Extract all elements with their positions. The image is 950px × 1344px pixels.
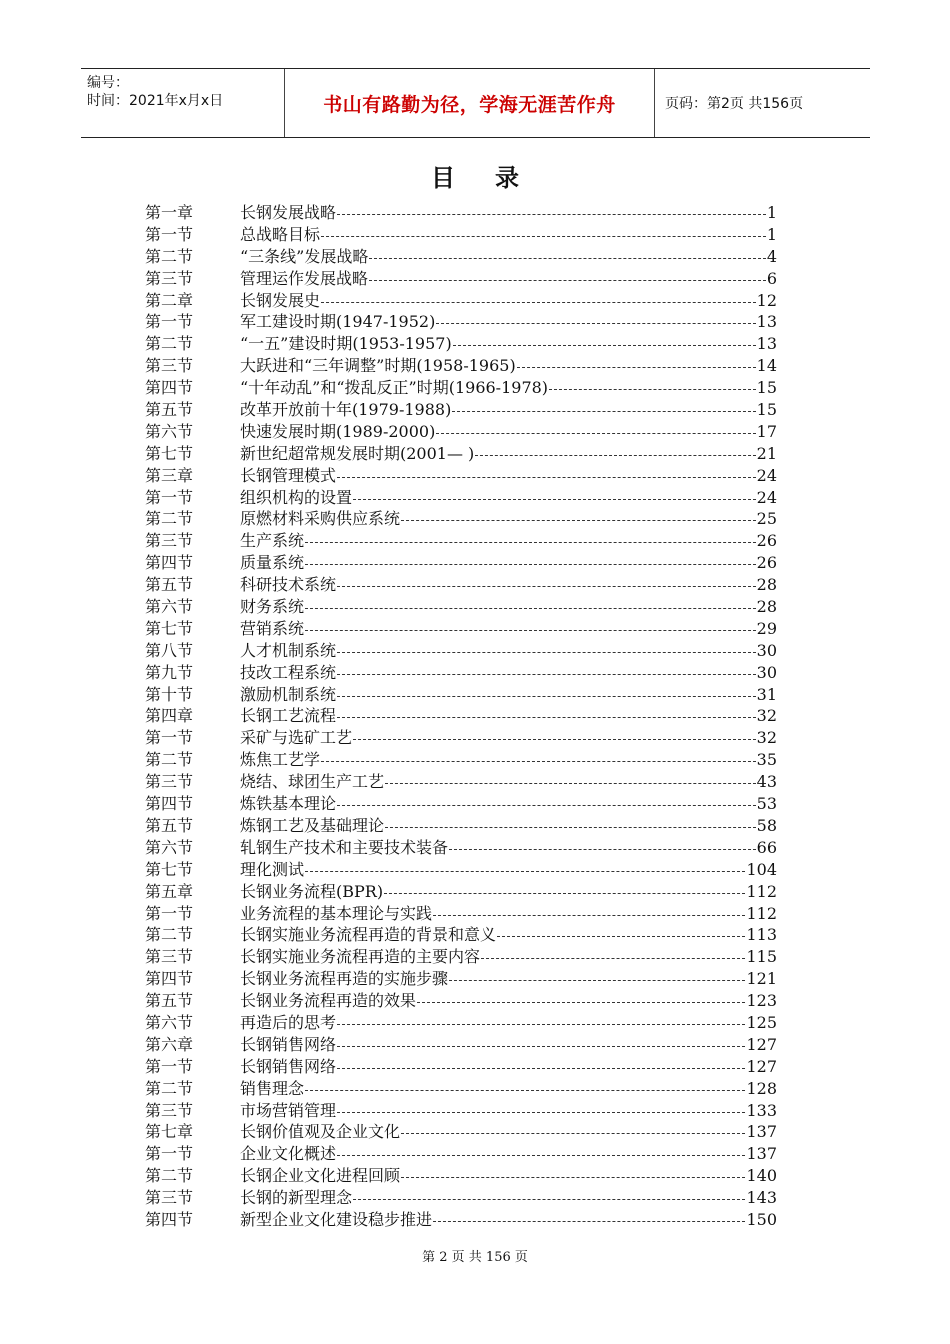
toc-leader-line: [433, 903, 745, 925]
toc-entry-body: [240, 508, 777, 530]
toc-entry-title: 人才机制系统: [240, 640, 337, 660]
toc-entry[interactable]: [145, 903, 777, 925]
toc-leader-line: [337, 1034, 745, 1056]
toc-entry-title: 炼焦工艺学: [240, 750, 321, 770]
toc-entry-page: 30: [756, 640, 777, 660]
toc-leader-line: [337, 1143, 745, 1165]
toc-leader-line: [337, 684, 756, 706]
toc-leader-line: [305, 552, 756, 574]
toc-entry-label: 第六节: [145, 837, 194, 857]
toc-entry-body: [240, 990, 777, 1012]
toc-entry-title: 长钢实施业务流程再造的主要内容: [240, 947, 481, 967]
toc-entry-label: 第四节: [145, 794, 194, 814]
toc-entry-title: 再造后的思考: [240, 1012, 337, 1032]
toc-entry-label: 第六节: [145, 421, 194, 441]
toc-entry-label: 第二节: [145, 334, 194, 354]
toc-entry-title: “十年动乱”和“拨乱反正”时期(1966-1978): [240, 378, 549, 398]
toc-entry-page: 123: [746, 991, 777, 1011]
table-of-contents: [145, 202, 777, 1231]
toc-entry-body: [240, 705, 777, 727]
toc-entry-label: 第六节: [145, 1012, 194, 1032]
toc-entry-body: [240, 903, 777, 925]
toc-entry-body: [240, 727, 777, 749]
toc-leader-line: [321, 749, 756, 771]
toc-entry[interactable]: [145, 246, 777, 268]
toc-entry-title: 军工建设时期(1947-1952): [240, 312, 436, 332]
toc-entry[interactable]: [145, 487, 777, 509]
toc-leader-line: [385, 771, 756, 793]
toc-entry-page: 58: [756, 815, 777, 835]
toc-entry[interactable]: [145, 771, 777, 793]
toc-entry-body: [240, 596, 777, 618]
toc-entry-body: [240, 333, 777, 355]
toc-entry-page: 150: [746, 1209, 777, 1229]
toc-leader-line: [549, 377, 756, 399]
toc-leader-line: [369, 268, 766, 290]
toc-entry-page: 21: [756, 443, 777, 463]
toc-entry[interactable]: [145, 574, 777, 596]
toc-entry-body: [240, 1165, 777, 1187]
toc-entry-label: 第二章: [145, 290, 194, 310]
toc-entry-body: [240, 224, 777, 246]
toc-entry-body: [240, 859, 777, 881]
toc-entry-title: 技改工程系统: [240, 662, 337, 682]
toc-entry-title: 长钢价值观及企业文化: [240, 1122, 401, 1142]
toc-entry-page: 24: [756, 465, 777, 485]
toc-entry-title: 营销系统: [240, 618, 305, 638]
toc-entry-body: [240, 465, 777, 487]
toc-entry-body: [240, 793, 777, 815]
toc-entry-page: 53: [756, 794, 777, 814]
toc-entry-body: [240, 1034, 777, 1056]
toc-entry-title: 长钢业务流程再造的效果: [240, 991, 417, 1011]
toc-entry-label: 第五节: [145, 991, 194, 1011]
toc-entry[interactable]: [145, 465, 777, 487]
toc-entry-body: [240, 355, 777, 377]
toc-entry-body: [240, 924, 777, 946]
toc-entry-body: [240, 968, 777, 990]
toc-entry[interactable]: [145, 1100, 777, 1122]
toc-entry-body: [240, 881, 777, 903]
toc-entry-label: 第三节: [145, 772, 194, 792]
toc-entry[interactable]: [145, 990, 777, 1012]
toc-entry-page: 6: [766, 268, 777, 288]
toc-entry-label: 第一章: [145, 203, 194, 222]
toc-entry-title: 新型企业文化建设稳步推进: [240, 1209, 433, 1229]
toc-entry-title: 生产系统: [240, 531, 305, 551]
toc-entry[interactable]: [145, 377, 777, 399]
toc-entry[interactable]: [145, 552, 777, 574]
serial-number-label: 编号：: [87, 75, 129, 91]
toc-entry-page: 29: [756, 618, 777, 638]
toc-entry-label: 第一节: [145, 487, 194, 507]
toc-entry[interactable]: [145, 640, 777, 662]
toc-entry-label: 第五章: [145, 881, 194, 901]
toc-entry-title: 烧结、球团生产工艺: [240, 772, 385, 792]
toc-entry-body: [240, 487, 777, 509]
toc-entry-title: 科研技术系统: [240, 575, 337, 595]
toc-leader-line: [436, 421, 755, 443]
toc-entry-page: 127: [746, 1056, 777, 1076]
toc-entry-label: 第五节: [145, 400, 194, 420]
toc-entry-page: 140: [746, 1166, 777, 1186]
toc-entry-body: [240, 640, 777, 662]
toc-entry-label: 第三节: [145, 268, 194, 288]
toc-entry-page: 115: [746, 947, 777, 967]
toc-entry-label: 第二节: [145, 750, 194, 770]
toc-entry-body: [240, 1143, 777, 1165]
toc-entry-title: 总战略目标: [240, 224, 321, 244]
toc-entry-page: 31: [756, 684, 777, 704]
toc-entry-label: 第七章: [145, 1122, 194, 1142]
toc-entry-body: [240, 837, 777, 859]
toc-entry[interactable]: [145, 946, 777, 968]
toc-entry-label: 第一节: [145, 312, 194, 332]
toc-entry-body: [240, 1187, 777, 1209]
toc-leader-line: [449, 968, 745, 990]
toc-entry[interactable]: [145, 1143, 777, 1165]
toc-entry-page: 104: [746, 859, 777, 879]
toc-leader-line: [401, 1121, 745, 1143]
toc-entry-title: 原燃材料采购供应系统: [240, 509, 401, 529]
toc-entry[interactable]: [145, 662, 777, 684]
toc-entry-page: 1: [766, 224, 777, 244]
toc-entry-body: [240, 1209, 777, 1231]
toc-entry-title: 管理运作发展战略: [240, 268, 369, 288]
toc-entry[interactable]: [145, 618, 777, 640]
header-meta-cell: [81, 69, 285, 137]
toc-entry[interactable]: [145, 881, 777, 903]
page-title: 目录: [431, 164, 559, 192]
toc-entry-label: 第八节: [145, 640, 194, 660]
header-motto: 书山有路勤为径，学海无涯苦作舟: [285, 69, 655, 137]
toc-entry[interactable]: [145, 859, 777, 881]
toc-entry[interactable]: [145, 1056, 777, 1078]
toc-leader-line: [401, 1165, 745, 1187]
toc-entry-title: 炼钢工艺及基础理论: [240, 815, 385, 835]
page-header: [81, 68, 870, 138]
toc-entry[interactable]: [145, 355, 777, 377]
toc-entry-body: [240, 399, 777, 421]
toc-entry-title: 长钢销售网络: [240, 1034, 337, 1054]
toc-entry-label: 第一节: [145, 728, 194, 748]
toc-entry-body: [240, 268, 777, 290]
toc-leader-line: [385, 815, 756, 837]
toc-entry[interactable]: [145, 684, 777, 706]
toc-entry[interactable]: [145, 399, 777, 421]
toc-leader-line: [452, 399, 755, 421]
toc-entry-body: [240, 1078, 777, 1100]
toc-entry-page: 28: [756, 597, 777, 617]
toc-entry-title: 财务系统: [240, 597, 305, 617]
toc-entry-page: 28: [756, 575, 777, 595]
toc-entry-body: [240, 202, 777, 224]
toc-entry-body: [240, 815, 777, 837]
toc-leader-line: [305, 859, 745, 881]
toc-entry-page: 14: [756, 356, 777, 376]
toc-leader-line: [475, 443, 755, 465]
toc-entry-label: 第三节: [145, 1188, 194, 1208]
toc-leader-line: [337, 1100, 745, 1122]
toc-leader-line: [353, 487, 756, 509]
toc-entry-page: 35: [756, 750, 777, 770]
toc-leader-line: [305, 1078, 745, 1100]
toc-entry-body: [240, 946, 777, 968]
toc-entry-label: 第二节: [145, 925, 194, 945]
toc-entry-title: 市场营销管理: [240, 1100, 337, 1120]
toc-entry[interactable]: [145, 1165, 777, 1187]
toc-entry-page: 12: [756, 290, 777, 310]
toc-leader-line: [337, 662, 756, 684]
toc-leader-line: [481, 946, 745, 968]
toc-entry[interactable]: [145, 793, 777, 815]
page-footer: 第 2 页 共 156 页: [422, 1250, 528, 1265]
toc-entry-label: 第一节: [145, 224, 194, 244]
toc-entry-title: 长钢销售网络: [240, 1056, 337, 1076]
toc-entry-title: 长钢工艺流程: [240, 706, 337, 726]
toc-entry[interactable]: [145, 1209, 777, 1231]
toc-entry-page: 137: [746, 1144, 777, 1164]
toc-entry-page: 112: [746, 903, 777, 923]
toc-entry-page: 26: [756, 531, 777, 551]
toc-entry-body: [240, 771, 777, 793]
toc-entry-page: 113: [746, 925, 777, 945]
toc-leader-line: [353, 1187, 745, 1209]
toc-entry-page: 1: [766, 203, 777, 222]
toc-entry-title: 业务流程的基本理论与实践: [240, 903, 433, 923]
toc-entry-page: 125: [746, 1012, 777, 1032]
toc-entry-body: [240, 1012, 777, 1034]
toc-leader-line: [305, 618, 756, 640]
toc-entry-title: 新世纪超常规发展时期(2001— ): [240, 443, 475, 463]
toc-entry-label: 第五节: [145, 575, 194, 595]
toc-entry-label: 第二节: [145, 509, 194, 529]
toc-entry-page: 13: [756, 312, 777, 332]
toc-leader-line: [433, 1209, 745, 1231]
toc-entry-page: 25: [756, 509, 777, 529]
toc-entry-body: [240, 684, 777, 706]
toc-entry-body: [240, 552, 777, 574]
toc-entry-title: 轧钢生产技术和主要技术装备: [240, 837, 449, 857]
toc-entry[interactable]: [145, 1121, 777, 1143]
toc-entry-page: 127: [746, 1034, 777, 1054]
toc-entry-page: 43: [756, 772, 777, 792]
toc-entry-title: 长钢实施业务流程再造的背景和意义: [240, 925, 497, 945]
toc-entry-title: 长钢发展史: [240, 290, 321, 310]
toc-leader-line: [305, 530, 756, 552]
toc-entry-body: [240, 574, 777, 596]
toc-entry-label: 第一节: [145, 903, 194, 923]
toc-entry-body: [240, 1100, 777, 1122]
toc-entry-body: [240, 1121, 777, 1143]
toc-entry-page: 17: [756, 421, 777, 441]
toc-entry-title: “一五”建设时期(1953-1957): [240, 334, 452, 354]
toc-entry[interactable]: [145, 968, 777, 990]
toc-leader-line: [453, 333, 756, 355]
header-page-info: 页码：第2页 共156页: [665, 96, 804, 112]
toc-entry-title: 长钢业务流程(BPR): [240, 881, 384, 901]
toc-entry-title: 长钢企业文化进程回顾: [240, 1166, 401, 1186]
toc-leader-line: [517, 355, 756, 377]
toc-entry-body: [240, 618, 777, 640]
toc-entry-page: 32: [756, 728, 777, 748]
toc-entry-title: 长钢发展战略: [240, 203, 337, 222]
toc-entry-page: 66: [756, 837, 777, 857]
toc-entry-label: 第七节: [145, 618, 194, 638]
toc-leader-line: [337, 793, 756, 815]
toc-entry-label: 第四节: [145, 378, 194, 398]
toc-entry-title: 组织机构的设置: [240, 487, 353, 507]
toc-entry-label: 第五节: [145, 815, 194, 835]
toc-leader-line: [321, 224, 766, 246]
toc-entry[interactable]: [145, 924, 777, 946]
toc-entry-title: 质量系统: [240, 553, 305, 573]
toc-entry-page: 121: [746, 969, 777, 989]
toc-entry-body: [240, 246, 777, 268]
toc-entry[interactable]: [145, 1012, 777, 1034]
toc-entry-label: 第三章: [145, 465, 194, 485]
toc-entry-label: 第六章: [145, 1034, 194, 1054]
toc-entry-label: 第七节: [145, 859, 194, 879]
toc-entry-title: 激励机制系统: [240, 684, 337, 704]
toc-entry[interactable]: [145, 837, 777, 859]
toc-entry-title: 长钢的新型理念: [240, 1188, 353, 1208]
toc-entry-label: 第二节: [145, 1166, 194, 1186]
toc-entry-body: [240, 1056, 777, 1078]
toc-entry-label: 第四章: [145, 706, 194, 726]
toc-entry-title: “三条线”发展战略: [240, 246, 369, 266]
toc-entry-title: 理化测试: [240, 859, 305, 879]
toc-entry-title: 采矿与选矿工艺: [240, 728, 353, 748]
toc-entry-body: [240, 443, 777, 465]
toc-entry-title: 长钢管理模式: [240, 465, 337, 485]
toc-entry[interactable]: [145, 290, 777, 312]
toc-leader-line: [305, 596, 756, 618]
toc-entry-label: 第三节: [145, 531, 194, 551]
toc-leader-line: [417, 990, 745, 1012]
toc-entry[interactable]: [145, 333, 777, 355]
toc-leader-line: [353, 727, 756, 749]
toc-leader-line: [337, 465, 756, 487]
toc-entry[interactable]: [145, 268, 777, 290]
toc-leader-line: [449, 837, 756, 859]
toc-entry-body: [240, 662, 777, 684]
toc-entry-label: 第三节: [145, 356, 194, 376]
toc-entry-label: 第三节: [145, 1100, 194, 1120]
toc-leader-line: [337, 1056, 745, 1078]
toc-entry-body: [240, 530, 777, 552]
toc-entry-page: 4: [766, 246, 777, 266]
toc-entry[interactable]: [145, 749, 777, 771]
toc-entry-label: 第三节: [145, 947, 194, 967]
toc-entry-page: 13: [756, 334, 777, 354]
toc-entry-title: 大跃进和“三年调整”时期(1958-1965): [240, 356, 516, 376]
toc-entry[interactable]: [145, 224, 777, 246]
toc-leader-line: [337, 1012, 745, 1034]
toc-entry-page: 143: [746, 1188, 777, 1208]
toc-entry-label: 第七节: [145, 443, 194, 463]
toc-leader-line: [321, 290, 756, 312]
toc-entry-title: 快速发展时期(1989-2000): [240, 421, 436, 441]
toc-entry-page: 15: [756, 400, 777, 420]
toc-entry-body: [240, 290, 777, 312]
toc-leader-line: [369, 246, 765, 268]
toc-leader-line: [337, 574, 756, 596]
toc-entry[interactable]: [145, 311, 777, 333]
toc-entry[interactable]: [145, 1187, 777, 1209]
toc-entry-label: 第四节: [145, 969, 194, 989]
toc-entry-title: 销售理念: [240, 1078, 305, 1098]
toc-entry[interactable]: [145, 421, 777, 443]
toc-entry-title: 改革开放前十年(1979-1988): [240, 400, 452, 420]
toc-entry-label: 第二节: [145, 1078, 194, 1098]
toc-leader-line: [401, 508, 756, 530]
toc-entry-body: [240, 749, 777, 771]
toc-entry-page: 15: [756, 378, 777, 398]
toc-entry[interactable]: [145, 443, 777, 465]
toc-entry[interactable]: [145, 202, 777, 224]
toc-entry-label: 第一节: [145, 1144, 194, 1164]
toc-leader-line: [337, 705, 756, 727]
toc-entry[interactable]: [145, 530, 777, 552]
toc-entry-page: 26: [756, 553, 777, 573]
toc-entry-title: 长钢业务流程再造的实施步骤: [240, 969, 449, 989]
toc-entry-page: 133: [746, 1100, 777, 1120]
toc-leader-line: [337, 202, 766, 224]
toc-leader-line: [337, 640, 756, 662]
toc-entry-page: 32: [756, 706, 777, 726]
toc-entry[interactable]: [145, 508, 777, 530]
toc-entry[interactable]: [145, 1078, 777, 1100]
toc-entry-label: 第六节: [145, 597, 194, 617]
toc-entry-body: [240, 377, 777, 399]
toc-entry-page: 128: [746, 1078, 777, 1098]
toc-entry[interactable]: [145, 727, 777, 749]
toc-entry-page: 137: [746, 1122, 777, 1142]
toc-entry-label: 第四节: [145, 1209, 194, 1229]
toc-leader-line: [497, 924, 745, 946]
date-label: 时间：2021年x月x日: [87, 93, 224, 109]
toc-entry-page: 112: [746, 881, 777, 901]
toc-entry-label: 第二节: [145, 246, 194, 266]
toc-entry-body: [240, 311, 777, 333]
toc-entry[interactable]: [145, 815, 777, 837]
toc-entry-title: 炼铁基本理论: [240, 794, 337, 814]
toc-entry[interactable]: [145, 596, 777, 618]
toc-entry-page: 24: [756, 487, 777, 507]
toc-leader-line: [384, 881, 745, 903]
toc-entry-page: 30: [756, 662, 777, 682]
toc-entry[interactable]: [145, 1034, 777, 1056]
toc-entry-label: 第九节: [145, 662, 194, 682]
toc-entry-body: [240, 421, 777, 443]
toc-entry-label: 第四节: [145, 553, 194, 573]
toc-entry-title: 企业文化概述: [240, 1144, 337, 1164]
toc-leader-line: [436, 311, 755, 333]
toc-entry-label: 第十节: [145, 684, 194, 704]
toc-entry[interactable]: [145, 705, 777, 727]
toc-entry-label: 第一节: [145, 1056, 194, 1076]
